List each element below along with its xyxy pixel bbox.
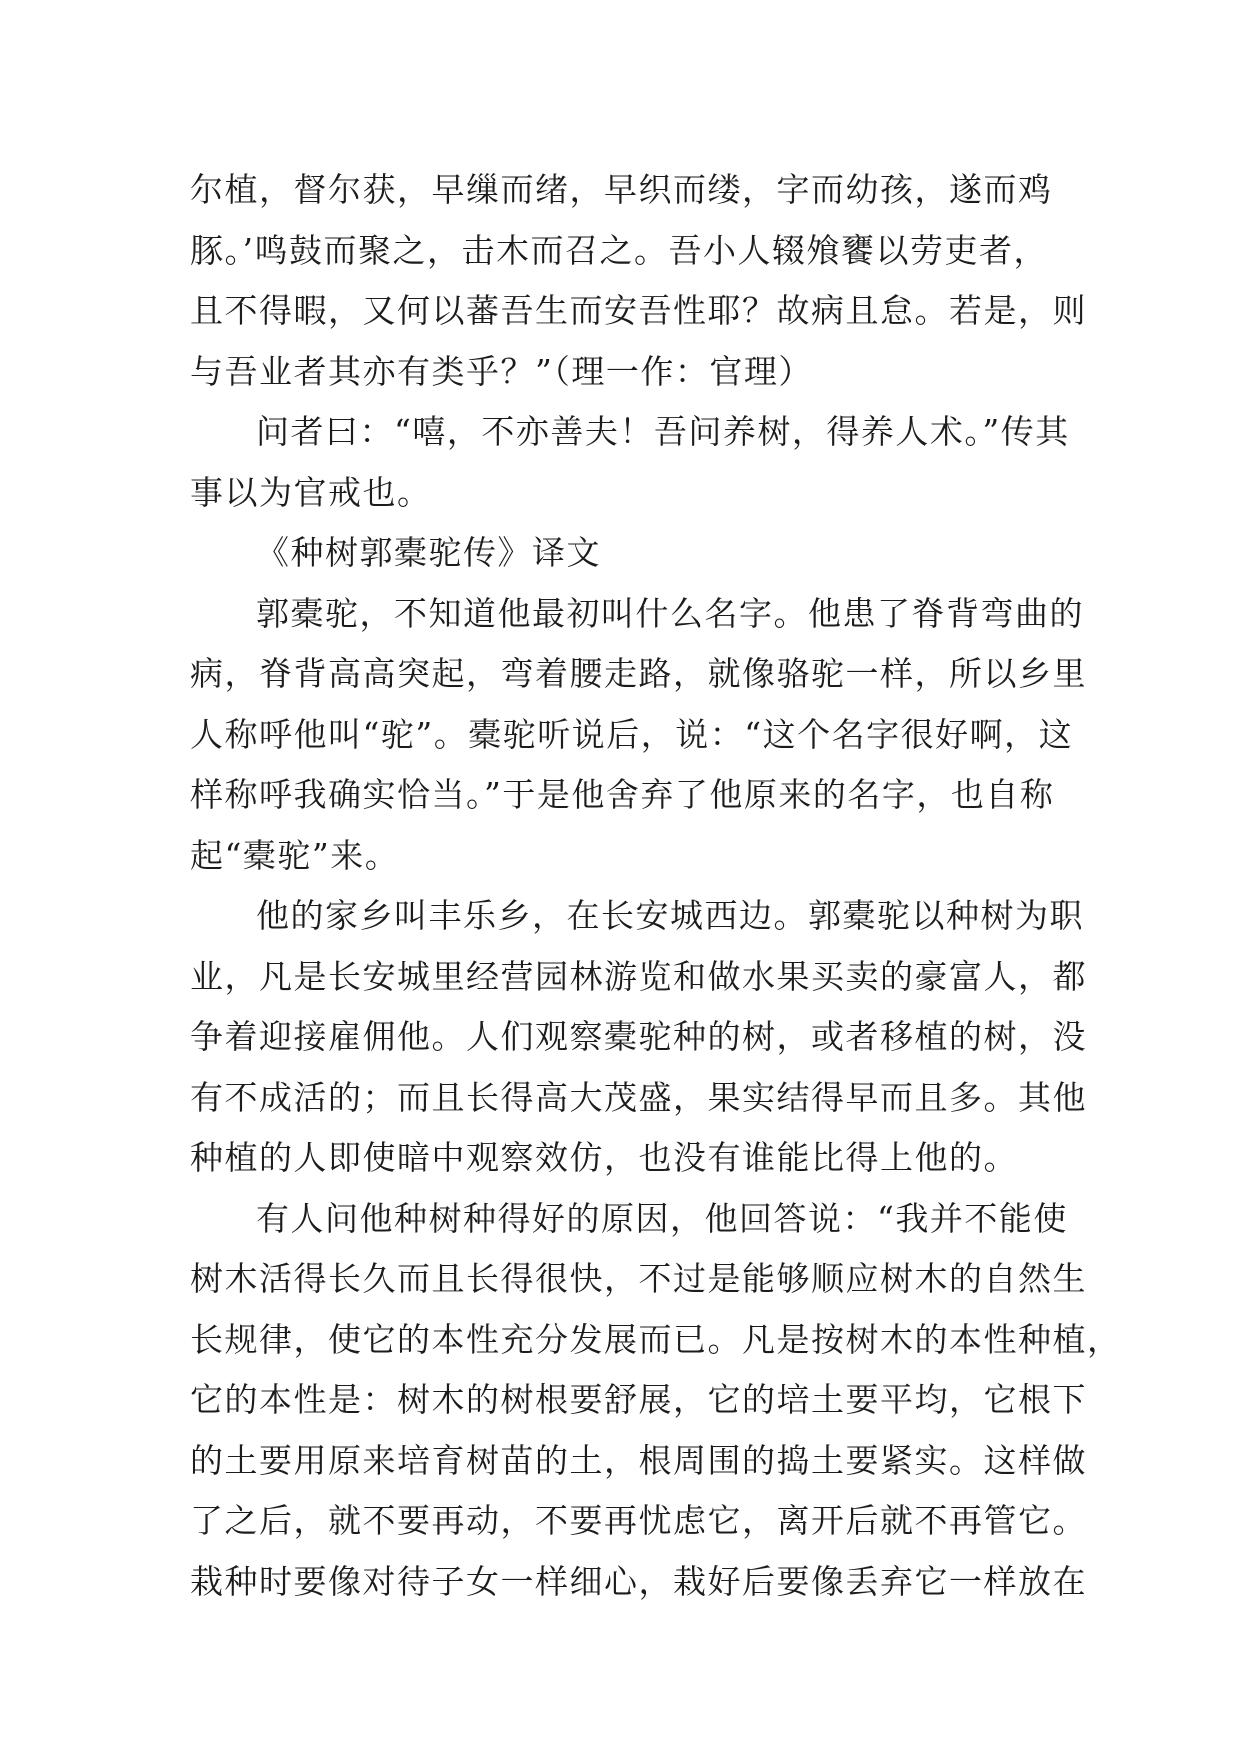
text-line-8: 郭橐驼，不知道他最初叫什么名字。他患了脊背弯曲的 xyxy=(256,593,1084,633)
text-line-10: 人称呼他叫“驼”。橐驼听说后，说：“这个名字很好啊，这 xyxy=(190,714,1074,754)
text-line-11: 样称呼我确实恰当。”于是他舍弃了他原来的名字，也自称 xyxy=(190,775,1055,814)
text-line-5: 问者曰：“嘻，不亦善夫！吾问养树，得养人术。”传其 xyxy=(256,412,1070,451)
text-line-23: 了之后，就不要再动，不要再忧虑它，离开后就不再管它。 xyxy=(190,1501,1087,1540)
text-line-6: 事以为官戒也。 xyxy=(190,472,432,512)
text-line-2: 豚。’鸣鼓而聚之，击木而召之。吾小人辍飧饔以劳吏者， xyxy=(190,230,1048,270)
text-line-13: 他的家乡叫丰乐乡，在长安城西边。郭橐驼以种树为职 xyxy=(256,896,1084,935)
text-line-18: 有人问他种树种得好的原因，他回答说：“我并不能使 xyxy=(256,1198,1068,1238)
text-line-14: 业，凡是长安城里经营园林游览和做水果买卖的豪富人，都 xyxy=(190,956,1087,996)
text-line-12: 起“橐驼”来。 xyxy=(190,835,400,875)
text-line-9: 病，脊背高高突起，弯着腰走路，就像骆驼一样，所以乡里 xyxy=(190,654,1087,693)
text-line-24: 栽种时要像对待子女一样细心，栽好后要像丢弃它一样放在 xyxy=(190,1561,1087,1601)
document-body xyxy=(190,160,1122,1612)
text-line-16: 有不成活的；而且长得高大茂盛，果实结得早而且多。其他 xyxy=(190,1077,1087,1117)
section-title: 《种树郭橐驼传》译文 xyxy=(256,533,601,572)
text-line-3: 且不得暇，又何以蕃吾生而安吾性耶？故病且怠。若是，则 xyxy=(190,291,1087,330)
text-line-19: 树木活得长久而且长得很快，不过是能够顺应树木的自然生 xyxy=(190,1259,1087,1298)
text-line-17: 种植的人即使暗中观察效仿，也没有谁能比得上他的。 xyxy=(190,1138,1018,1177)
text-line-22: 的土要用原来培育树苗的土，根周围的捣土要紧实。这样做 xyxy=(190,1440,1087,1480)
text-line-4: 与吾业者其亦有类乎？”（理一作：官理） xyxy=(190,351,813,391)
text-line-21: 它的本性是：树木的树根要舒展，它的培土要平均，它根下 xyxy=(190,1380,1087,1419)
text-line-1: 尔植，督尔获，早缫而绪，早织而缕，字而幼孩，遂而鸡 xyxy=(190,170,1053,209)
text-line-20: 长规律，使它的本性充分发展而已。凡是按树木的本性种植， xyxy=(190,1319,1122,1359)
text-line-15: 争着迎接雇佣他。人们观察橐驼种的树，或者移植的树，没 xyxy=(190,1017,1087,1056)
